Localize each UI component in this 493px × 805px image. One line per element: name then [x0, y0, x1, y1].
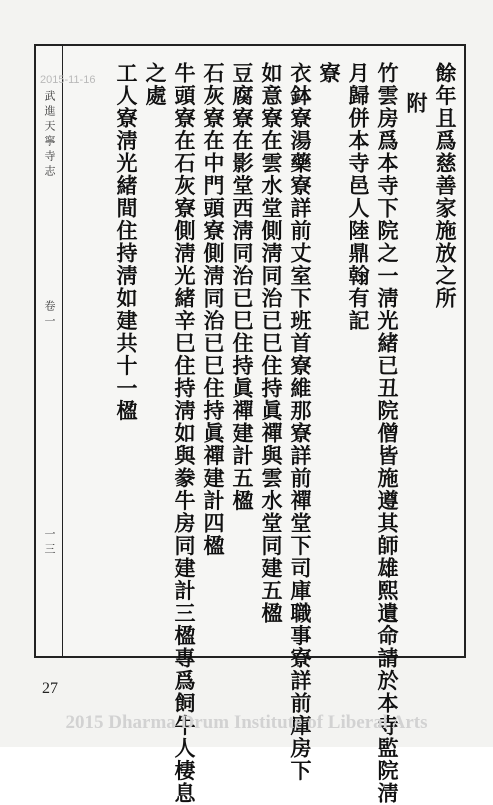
margin-book-title: 武進天寧寺志 — [43, 90, 56, 180]
text-column-9: 石灰寮在中門頭寮側淸同治已巳住持眞禪建計四楹 — [201, 62, 226, 557]
page-number: 27 — [42, 680, 58, 697]
margin-folio: 一三 — [43, 528, 56, 558]
text-column-2: 附 — [404, 92, 429, 115]
text-column-10: 牛頭寮在石灰寮側淸光緒辛巳住持淸如與豢牛房同建計三楹專爲飼牛人棲息 — [172, 62, 197, 805]
text-column-7: 如意寮在雲水堂側淸同治已巳住持眞禪與雲水堂同建五楹 — [259, 62, 284, 625]
text-column-6: 衣鉢寮湯藥寮詳前丈室下班首寮維那寮詳前禪堂下司庫職事寮詳前庫房下 — [288, 62, 313, 782]
text-column-4: 月歸併本寺邑人陸鼎翰有記 — [346, 62, 371, 332]
text-column-3: 竹雲房爲本寺下院之一淸光緒已丑院僧皆施遵其師雄熙遺命請於本寺監院淸 — [375, 62, 400, 805]
watermark-top: 2015-11-16 — [40, 74, 96, 86]
margin-volume: 卷一 — [43, 300, 56, 330]
text-column-12: 工人寮淸光緒間住持淸如建共十一楹 — [114, 62, 139, 422]
text-column-5: 寮 — [317, 62, 342, 85]
text-column-11: 之處 — [143, 62, 168, 107]
watermark-bottom: 2015 Dharma Drum Institute of Liberal Arts — [65, 712, 428, 733]
text-column-8: 豆腐寮在影堂西淸同治已巳住持眞禪建計五楹 — [230, 62, 255, 512]
text-column-1: 餘年且爲慈善家施放之所 — [433, 62, 458, 310]
